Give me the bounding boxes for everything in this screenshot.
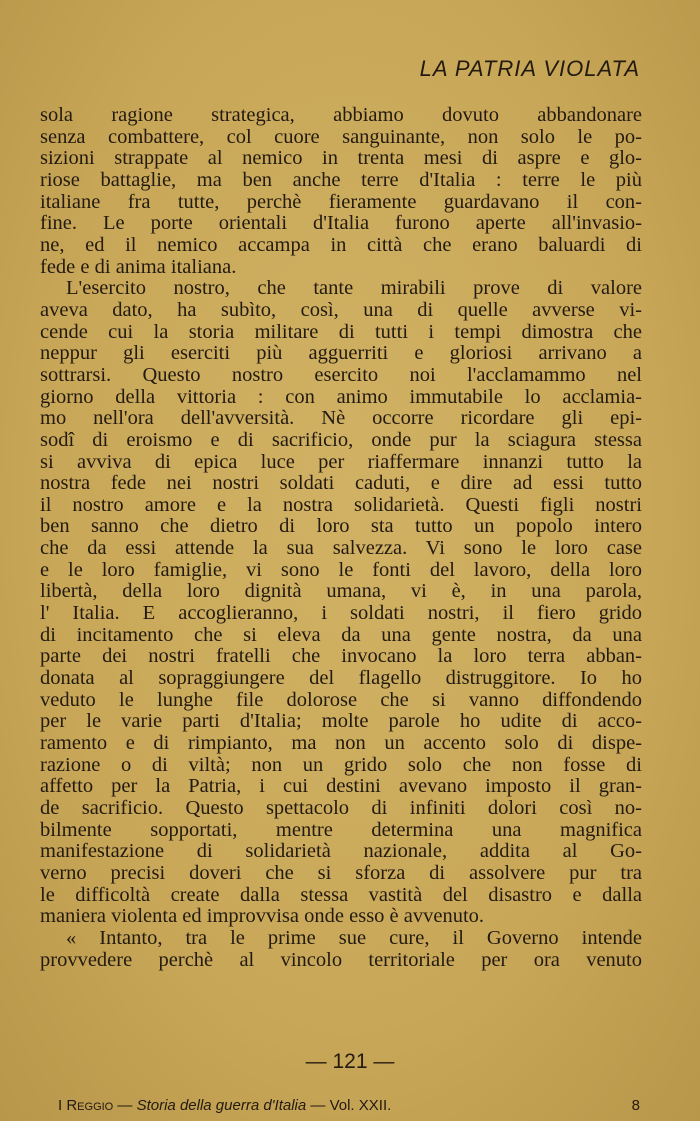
text-line: sottrarsi. Questo nostro esercito noi l'acclamammo nel	[40, 363, 642, 386]
text-line: maniera violenta ed improvvisa onde esso è avvenuto.	[40, 905, 485, 928]
text-line: bilmente sopportati, mentre determina una magnifica	[40, 818, 642, 841]
text-line: verno precisi doveri che si sforza di assolvere pur tra	[40, 861, 642, 884]
footer-dash: —	[117, 1097, 133, 1114]
text-line: che da essi attende la sua salvezza. Vi sono le loro case	[40, 537, 642, 560]
text-line: di incitamento che si eleva da una gente nostra, da una	[40, 623, 642, 646]
footer-volume: — Vol. XXII.	[310, 1097, 392, 1114]
running-head: LA PATRIA VIOLATA	[419, 56, 640, 81]
text-line: si avviva di epica luce per riaffermare innanzi tutto la	[40, 450, 642, 473]
text-line: sodî di eroismo e di sacrificio, onde pur la sciagura stessa	[40, 428, 642, 451]
text-line: manifestazione di solidarietà nazionale, addita al Go-	[40, 840, 642, 863]
page-number: — 121 —	[305, 1050, 395, 1073]
text-line: riose battaglie, ma ben anche terre d'Italia : terre le più	[40, 168, 642, 191]
text-line: italiane fra tutte, perchè fieramente guardavano il con-	[40, 190, 642, 213]
footer	[58, 1097, 640, 1114]
footer-title: Storia della guerra d'Italia	[136, 1097, 307, 1114]
text-line: ramento e di rimpianto, ma non un accento solo di dispe-	[40, 732, 642, 755]
text-line: L'esercito nostro, che tante mirabili prove di valore	[66, 277, 642, 300]
text-line: razione o di viltà; non un grido solo che non fosse di	[40, 753, 642, 776]
text-line: fine. Le porte orientali d'Italia furono aperte all'invasio-	[40, 212, 642, 235]
text-line: il nostro amore e la nostra solidarietà. Questi figli nostri	[40, 493, 642, 516]
text-line: nostra fede nei nostri soldati caduti, e dire ad essi tutto	[40, 472, 642, 495]
footer-signature: I	[58, 1097, 63, 1114]
text-line: parte dei nostri fratelli che invocano la loro terra abban-	[40, 645, 642, 668]
text-line: neppur gli eserciti più agguerriti e gloriosi arrivano a	[40, 342, 642, 365]
paragraph	[40, 278, 642, 928]
text-line: ben sanno che dietro di loro sta tutto un popolo intero	[40, 515, 642, 538]
text-line: senza combattere, col cuore sanguinante, non solo le po-	[40, 125, 642, 148]
text-line: fede e di anima italiana.	[40, 255, 237, 278]
footer-sheet-number: 8	[631, 1097, 640, 1114]
text-line: l' Italia. E accoglieranno, i soldati nostri, il fiero grido	[40, 602, 642, 625]
text-line: « Intanto, tra le prime sue cure, il Governo intende	[66, 926, 642, 949]
text-line: libertà, della loro dignità umana, vi è, in una parola,	[40, 580, 642, 603]
text-line: mo nell'ora dell'avversità. Nè occorre ricordare gli epi-	[40, 407, 642, 430]
text-line: aveva dato, ha subìto, così, una di quelle avverse vi-	[40, 298, 642, 321]
text-line: de sacrificio. Questo spettacolo di infiniti dolori così no-	[40, 797, 642, 819]
paragraph	[40, 928, 642, 971]
text-line: le difficoltà create dalla stessa vastità del disastro e dalla	[40, 883, 642, 906]
text-line: sola ragione strategica, abbiamo dovuto abbandonare	[40, 104, 642, 126]
text-line: e le loro famiglie, vi sono le fonti del lavoro, della loro	[40, 558, 642, 581]
text-line: per le varie parti d'Italia; molte parole ho udite di acco-	[40, 710, 642, 733]
text-line: provvedere perchè al vincolo territoriale per ora venuto	[40, 948, 642, 971]
text-line: affetto per la Patria, i cui destini avevano imposto il gran-	[40, 775, 642, 798]
text-line: veduto le lunghe file dolorose che si vanno diffondendo	[40, 688, 642, 711]
text-line: giorno della vittoria : con animo immutabile lo acclamia-	[40, 385, 642, 408]
text-line: donata al sopraggiungere del flagello distruggitore. Io ho	[40, 667, 642, 690]
text-line: ne, ed il nemico accampa in città che erano baluardi di	[40, 233, 642, 256]
footer-reference	[58, 1097, 391, 1114]
paragraph	[40, 105, 642, 278]
body-text	[40, 105, 642, 971]
text-line: sizioni strappate al nemico in trenta mesi di aspre e glo-	[40, 147, 642, 170]
text-line: cende cui la storia militare di tutti i tempi dimostra che	[40, 320, 642, 343]
footer-author: Reggio	[66, 1097, 114, 1114]
